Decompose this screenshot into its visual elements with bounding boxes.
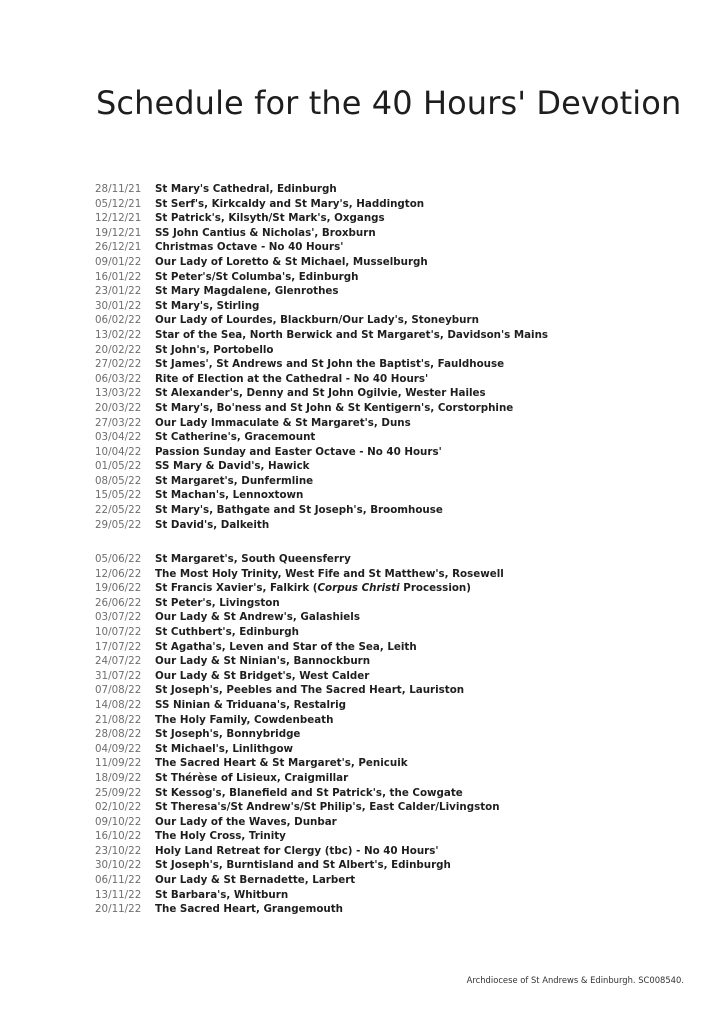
schedule-venue: The Holy Family, Cowdenbeath [155, 713, 334, 726]
schedule-venue: St Kessog's, Blanefield and St Patrick's, the Cowgate [155, 786, 463, 799]
schedule-venue: St Thérèse of Lisieux, Craigmillar [155, 771, 349, 784]
schedule-venue: St Margaret's, Dunfermline [155, 474, 314, 487]
schedule-row [95, 270, 715, 285]
schedule-venue: Our Lady of Loretto & St Michael, Musselburgh [155, 255, 428, 268]
schedule-row [95, 488, 715, 503]
schedule-row [95, 182, 715, 197]
schedule-row [95, 386, 715, 401]
schedule-row [95, 858, 715, 873]
schedule-row [95, 474, 715, 489]
schedule-row [95, 771, 715, 786]
schedule-venue: St Cuthbert's, Edinburgh [155, 625, 299, 638]
schedule-date: 26/12/21 [95, 241, 142, 254]
schedule-row [95, 902, 715, 917]
schedule-venue: St Joseph's, Bonnybridge [155, 728, 301, 741]
schedule-date: 12/06/22 [95, 567, 142, 580]
schedule-venue: St Mary's, Bo'ness and St John & St Kentigern's, Corstorphine [155, 401, 514, 414]
schedule-date: 01/05/22 [95, 460, 142, 473]
schedule-row [95, 552, 715, 567]
schedule-venue: SS Ninian & Triduana's, Restalrig [155, 698, 347, 711]
schedule-date: 15/05/22 [95, 489, 142, 502]
schedule-date: 30/01/22 [95, 299, 142, 312]
venue-text: Procession) [399, 582, 471, 595]
footer-text: Archdiocese of St Andrews & Edinburgh. SC008540. [466, 975, 684, 985]
schedule-date: 20/11/22 [95, 903, 142, 916]
schedule-row [95, 211, 715, 226]
schedule-date: 13/03/22 [95, 387, 142, 400]
schedule-venue: St David's, Dalkeith [155, 518, 270, 531]
schedule-venue: St Peter's/St Columba's, Edinburgh [155, 270, 359, 283]
schedule-row [95, 503, 715, 518]
schedule-venue: St Margaret's, South Queensferry [155, 553, 351, 565]
page-title: Schedule for the 40 Hours' Devotion [96, 84, 682, 122]
schedule-row [95, 401, 715, 416]
schedule-venue: Our Lady & St Bridget's, West Calder [155, 669, 370, 682]
schedule-date: 05/06/22 [95, 553, 142, 565]
schedule-row [95, 815, 715, 830]
schedule-venue: St Patrick's, Kilsyth/St Mark's, Oxgangs [155, 212, 385, 225]
schedule-row [95, 844, 715, 859]
schedule-venue: St Catherine's, Gracemount [155, 431, 316, 444]
schedule-date: 19/12/21 [95, 226, 142, 239]
schedule-row [95, 888, 715, 903]
schedule-row [95, 284, 715, 299]
schedule-row [95, 683, 715, 698]
schedule-date: 19/06/22 [95, 582, 142, 595]
schedule-venue: St Mary's, Bathgate and St Joseph's, Broomhouse [155, 504, 443, 517]
schedule-venue: Passion Sunday and Easter Octave - No 40 Hours' [155, 445, 442, 458]
schedule-row [95, 357, 715, 372]
schedule-row [95, 430, 715, 445]
schedule-date: 23/01/22 [95, 285, 142, 298]
schedule-date: 16/01/22 [95, 270, 142, 283]
schedule-date: 12/12/21 [95, 212, 142, 225]
schedule-row [95, 372, 715, 387]
schedule-venue: St Joseph's, Burntisland and St Albert's, Edinburgh [155, 859, 451, 872]
schedule-date: 09/10/22 [95, 815, 142, 828]
schedule-venue: St Theresa's/St Andrew's/St Philip's, East Calder/Livingston [155, 801, 500, 814]
schedule-date: 13/11/22 [95, 888, 142, 901]
schedule-date: 25/09/22 [95, 786, 142, 799]
schedule-venue: St John's, Portobello [155, 343, 274, 356]
schedule-date: 04/09/22 [95, 742, 142, 755]
schedule-venue: The Sacred Heart, Grangemouth [155, 903, 344, 916]
schedule-venue: St Agatha's, Leven and Star of the Sea, Leith [155, 640, 417, 653]
schedule-venue: Our Lady & St Ninian's, Bannockburn [155, 655, 371, 668]
schedule-row [95, 255, 715, 270]
schedule-venue: The Holy Cross, Trinity [155, 830, 286, 843]
venue-italic-text: Corpus Christi [317, 582, 400, 595]
schedule-row [95, 800, 715, 815]
schedule-date: 09/01/22 [95, 255, 142, 268]
schedule-row [95, 698, 715, 713]
schedule-row [95, 328, 715, 343]
schedule-venue: Star of the Sea, North Berwick and St Margaret's, Davidson's Mains [155, 328, 549, 341]
schedule-venue: St Serf's, Kirkcaldy and St Mary's, Haddington [155, 197, 425, 210]
schedule-venue: St Peter's, Livingston [155, 596, 280, 609]
schedule-date: 10/04/22 [95, 445, 142, 458]
schedule-date: 06/11/22 [95, 874, 142, 887]
schedule-venue: St James', St Andrews and St John the Baptist's, Fauldhouse [155, 358, 505, 371]
schedule-row [95, 459, 715, 474]
schedule-venue: SS Mary & David's, Hawick [155, 460, 310, 473]
schedule-row [95, 829, 715, 844]
schedule-row [95, 581, 715, 596]
schedule-venue: Christmas Octave - No 40 Hours' [155, 241, 344, 254]
schedule-date: 06/02/22 [95, 314, 142, 327]
schedule-date: 27/03/22 [95, 416, 142, 429]
schedule-row [95, 313, 715, 328]
schedule-date: 24/07/22 [95, 655, 142, 668]
schedule-date: 21/08/22 [95, 713, 142, 726]
schedule-date: 31/07/22 [95, 669, 142, 682]
schedule-date: 06/03/22 [95, 372, 142, 385]
schedule-date: 20/03/22 [95, 401, 142, 414]
schedule-row [95, 727, 715, 742]
schedule-venue: Our Lady & St Bernadette, Larbert [155, 874, 356, 887]
schedule-date: 02/10/22 [95, 801, 142, 814]
schedule-date: 16/10/22 [95, 830, 142, 843]
schedule-row [95, 596, 715, 611]
schedule-date: 13/02/22 [95, 328, 142, 341]
schedule-date: 03/07/22 [95, 611, 142, 624]
schedule-row [95, 567, 715, 582]
schedule-row [95, 756, 715, 771]
schedule-venue: Our Lady Immaculate & St Margaret's, Duns [155, 416, 411, 429]
schedule-row [95, 197, 715, 212]
schedule-venue: St Alexander's, Denny and St John Ogilvie, Wester Hailes [155, 387, 486, 400]
schedule-venue: St Michael's, Linlithgow [155, 742, 294, 755]
schedule-venue: Holy Land Retreat for Clergy (tbc) - No 40 Hours' [155, 844, 439, 857]
schedule-venue: The Most Holy Trinity, West Fife and St Matthew's, Rosewell [155, 567, 504, 580]
schedule-venue [155, 581, 471, 596]
schedule-row [95, 654, 715, 669]
schedule-date: 17/07/22 [95, 640, 142, 653]
schedule-venue: Rite of Election at the Cathedral - No 40 Hours' [155, 372, 429, 385]
schedule-list-1 [95, 182, 715, 532]
schedule-row [95, 625, 715, 640]
schedule-row [95, 610, 715, 625]
schedule-venue: St Barbara's, Whitburn [155, 888, 289, 901]
schedule-date: 07/08/22 [95, 684, 142, 697]
schedule-venue: SS John Cantius & Nicholas', Broxburn [155, 226, 376, 239]
schedule-venue: St Mary Magdalene, Glenrothes [155, 285, 339, 298]
schedule-row [95, 742, 715, 757]
schedule-date: 23/10/22 [95, 844, 142, 857]
schedule-date: 14/08/22 [95, 698, 142, 711]
schedule-venue: St Joseph's, Peebles and The Sacred Heart, Lauriston [155, 684, 465, 697]
schedule-date: 03/04/22 [95, 431, 142, 444]
schedule-date: 20/02/22 [95, 343, 142, 356]
schedule-venue: St Mary's Cathedral, Edinburgh [155, 183, 337, 195]
schedule-venue: Our Lady of Lourdes, Blackburn/Our Lady's, Stoneyburn [155, 314, 479, 327]
schedule-row [95, 669, 715, 684]
schedule-venue: St Mary's, Stirling [155, 299, 260, 312]
schedule-row [95, 240, 715, 255]
schedule-row [95, 786, 715, 801]
schedule-row [95, 226, 715, 241]
schedule-venue: St Machan's, Lennoxtown [155, 489, 304, 502]
schedule-date: 27/02/22 [95, 358, 142, 371]
venue-text: St Francis Xavier's, Falkirk ( [155, 582, 318, 595]
schedule-row [95, 299, 715, 314]
schedule-date: 29/05/22 [95, 518, 142, 531]
schedule-row [95, 445, 715, 460]
schedule-date: 08/05/22 [95, 474, 142, 487]
schedule-date: 30/10/22 [95, 859, 142, 872]
schedule-date: 18/09/22 [95, 771, 142, 784]
schedule-date: 28/08/22 [95, 728, 142, 741]
schedule-date: 11/09/22 [95, 757, 142, 770]
schedule-venue: Our Lady of the Waves, Dunbar [155, 815, 337, 828]
schedule-date: 28/11/21 [95, 183, 142, 195]
schedule-row [95, 873, 715, 888]
schedule-row [95, 343, 715, 358]
schedule-list-2 [95, 552, 715, 917]
schedule-date: 22/05/22 [95, 504, 142, 517]
schedule-date: 10/07/22 [95, 625, 142, 638]
schedule-venue: Our Lady & St Andrew's, Galashiels [155, 611, 360, 624]
schedule-row [95, 518, 715, 533]
schedule-date: 26/06/22 [95, 596, 142, 609]
schedule-venue: The Sacred Heart & St Margaret's, Penicuik [155, 757, 408, 770]
schedule-date: 05/12/21 [95, 197, 142, 210]
schedule-row [95, 416, 715, 431]
schedule-row [95, 713, 715, 728]
schedule-row [95, 640, 715, 655]
